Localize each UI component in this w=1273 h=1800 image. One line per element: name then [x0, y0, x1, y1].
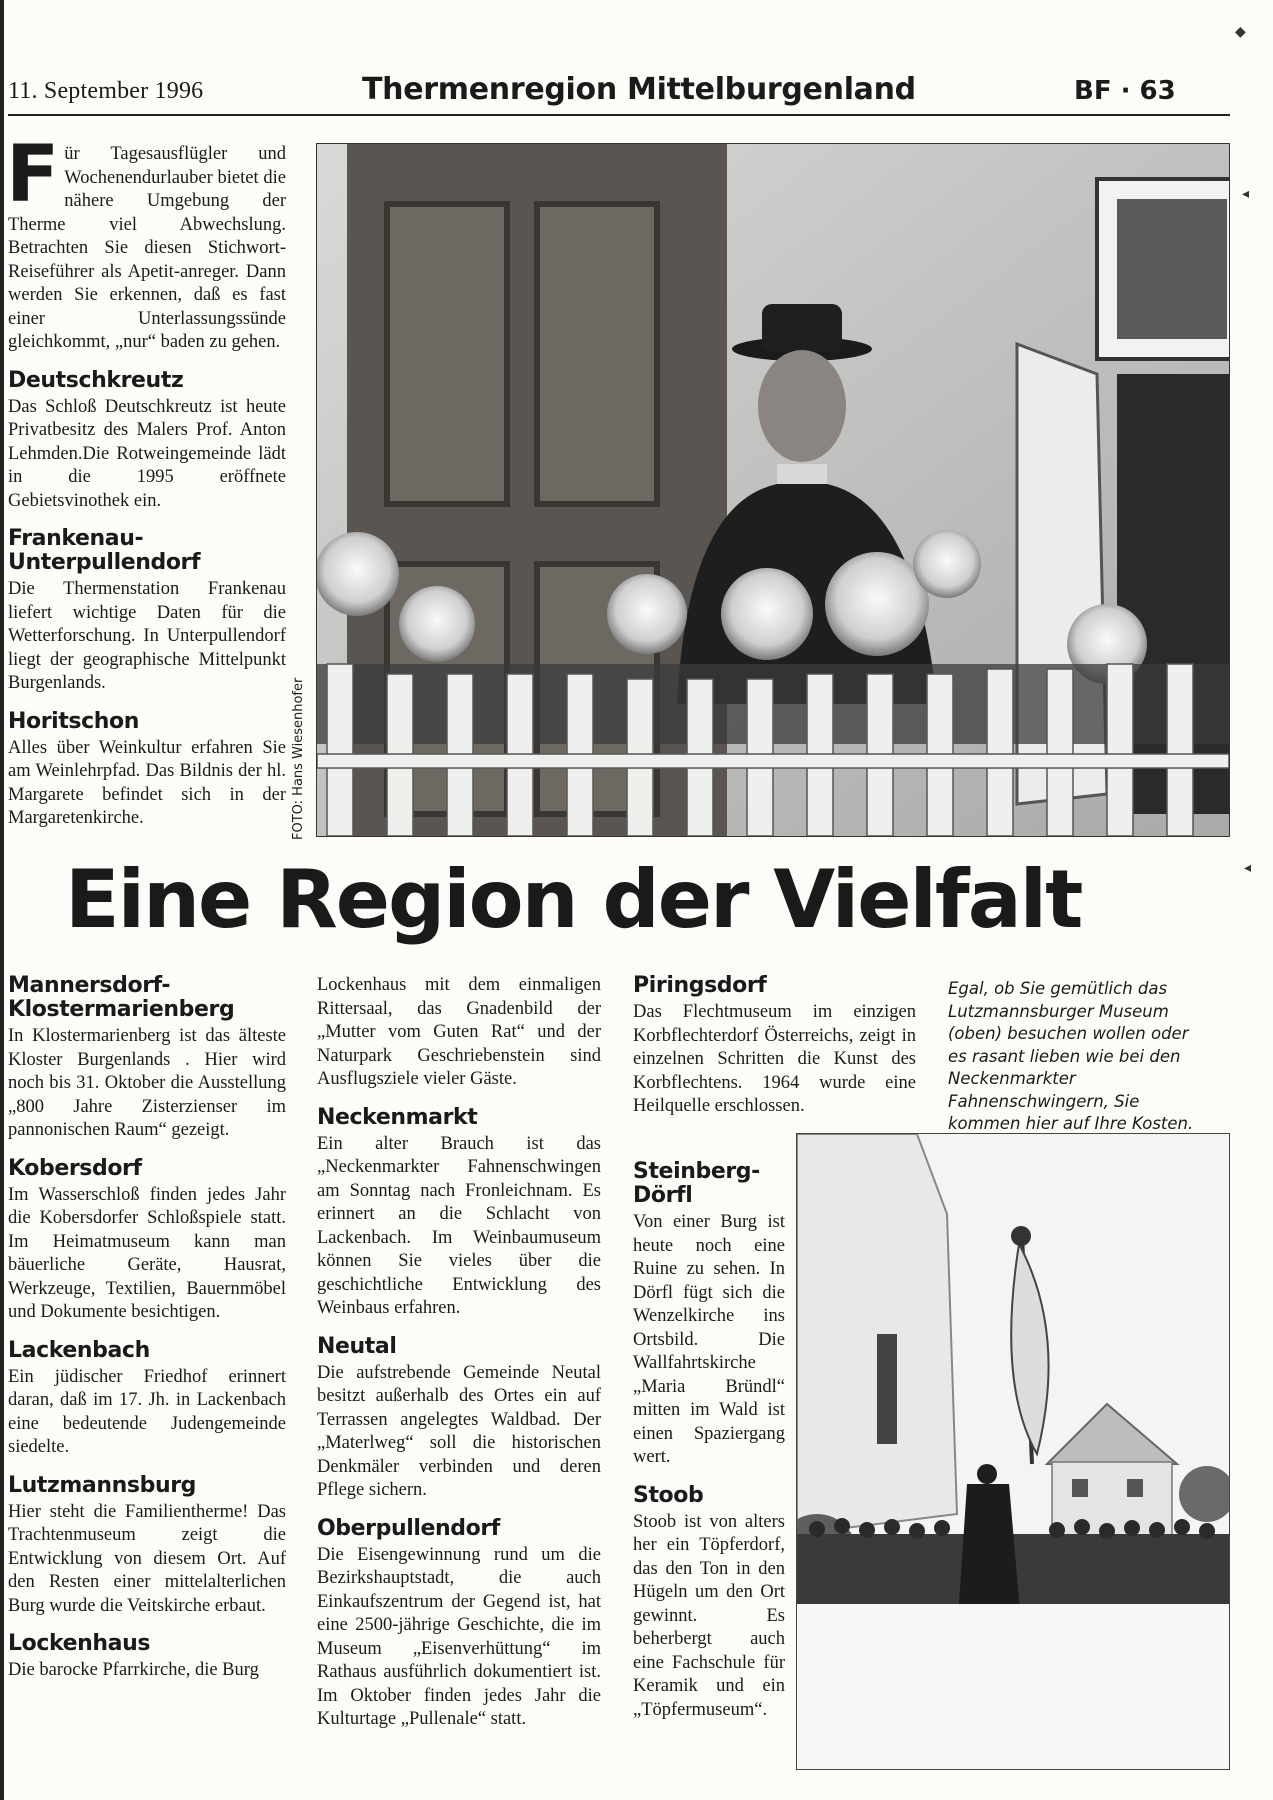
article-body: In Klostermarienberg ist das älteste Kloster Burgenlands . Hier wird noch bis 31. Oktober die Ausstellung „800 Jahre Zisterzienser im pannonischen Raum“ gezeigt. [8, 1026, 286, 1140]
article-heading: Oberpullendorf [317, 1515, 500, 1541]
photo-man-at-window [316, 143, 1230, 837]
photo-flag-swinging [796, 1133, 1230, 1770]
article-body: Alles über Weinkultur erfahren Sie am Weinlehrpfad. Das Bildnis der hl. Margarete befindet sich in der Margaretenkirche. [8, 737, 286, 828]
article-block [8, 710, 286, 831]
article-block [317, 1106, 601, 1321]
photo-credit: FOTO: Hans Wiesenhofer [291, 677, 306, 840]
article-heading: Neutal [317, 1333, 397, 1359]
article-heading: Mannersdorf-Klostermarienberg [8, 973, 235, 1022]
article-body: Die barocke Pfarrkirche, die Burg [8, 1660, 259, 1680]
article-block [317, 1517, 601, 1732]
article-heading: Steinberg-Dörfl [633, 1159, 760, 1208]
column-left-upper [6, 130, 286, 845]
page-edge [0, 0, 4, 1800]
article-heading: Frankenau-Unterpullendorf [8, 526, 201, 575]
column-right-narrow [633, 1160, 785, 1736]
article-block [633, 974, 916, 1119]
article-body: Hier steht die Familientherme! Das Trachtenmuseum zeigt die Entwicklung von diesem Ort. Auf den Resten einer mittelalterlichen Burg wurde die Veitskirche erbaut. [8, 1501, 286, 1616]
column-middle [317, 974, 601, 1746]
article-body: Stoob ist von alters her ein Töpferdorf, das den Ton in den Hügeln um den Ort gewinnt. Es beherbergt auch eine Fachschule für Keramik und ein „Töpfermuseum“. [633, 1511, 785, 1720]
article-body: Lockenhaus mit dem einmaligen Rittersaal, das Gnadenbild der „Mutter vom Guten Rat“ und der Naturpark Geschriebenstein sind Ausflugsziele vieler Gäste. [317, 975, 601, 1089]
article-block [8, 369, 286, 514]
article-block [8, 1632, 286, 1683]
intro-paragraph [6, 130, 286, 355]
article-block [8, 1157, 286, 1325]
article-block [8, 1339, 286, 1460]
column-left-lower [8, 974, 286, 1697]
intro-text: ür Tagesausflügler und Wochenendurlauber bietet die nähere Umgebung der Therme viel Abwechslung. Betrachten Sie diesen Stichwort-Reiseführer als Apetit-anreger. Dann werden Sie erkennen, daß es fast einer Unterlassungssünde gleichkommt, „nur“ baden zu gehen. [8, 144, 286, 352]
article-block [633, 1160, 785, 1470]
article-body: Die Thermenstation Frankenau liefert wichtige Daten für die Wetterforschung. In Unterpullendorf liegt der geographische Mittelpunkt Burgenlands. [8, 579, 286, 693]
page-number: BF · 63 [1074, 76, 1176, 106]
margin-mark: ◂ [1244, 860, 1252, 876]
article-body: Das Schloß Deutschkreutz ist heute Privatbesitz des Malers Prof. Anton Lehmden.Die Rotweingemeinde lädt in die 1995 eröffnete Gebietsvinothek ein. [8, 396, 286, 511]
article-body: Ein alter Brauch ist das „Neckenmarkter Fahnenschwingen am Sonntag nach Fronleichnam. Es erinnert an die Schlacht von Lackenbach. Im Weinbaumuseum können Sie vieles über die geschichtliche Entwicklung des Weinbaus erfahren. [317, 1133, 601, 1318]
section-title: Thermenregion Mittelburgenland [362, 72, 916, 107]
issue-date: 11. September 1996 [8, 78, 204, 104]
photo-caption: Egal, ob Sie gemütlich das Lutzmannsburger Museum (oben) besuchen wollen oder es rasant lieben wie bei den Neckenmarkter Fahnenschwingern, Sie kommen hier auf Ihre Kosten. [948, 979, 1194, 1133]
article-heading: Deutschkreutz [8, 367, 184, 393]
article-block [317, 974, 601, 1092]
article-body: Von einer Burg ist heute noch eine Ruine zu sehen. In Dörfl fügt sich die Wenzelkirche ins Ortsbild. Die Wallfahrtskirche „Maria Bründl“ mitten im Wald ist einen Spaziergang wert. [633, 1212, 785, 1467]
article-block [317, 1335, 601, 1503]
drop-cap: F [6, 130, 60, 220]
article-heading: Neckenmarkt [317, 1104, 478, 1130]
headline: Eine Region der Vielfalt [65, 853, 1082, 946]
article-body: Die aufstrebende Gemeinde Neutal besitzt außerhalb des Ortes ein auf Terrassen angelegtes Waldbad. Der „Materlweg“ soll die historischen Denkmäler verbinden und deren Pflege sichern. [317, 1362, 601, 1500]
article-block [8, 527, 286, 696]
margin-mark: ◆ [1235, 24, 1246, 40]
article-heading: Lackenbach [8, 1337, 150, 1363]
article-heading: Lockenhaus [8, 1631, 151, 1656]
article-block [8, 1474, 286, 1619]
column-right-top [633, 974, 916, 1133]
header-rule [8, 114, 1230, 116]
article-body: Das Flechtmuseum im einzigen Korbflechterdorf Österreichs, zeigt in einzelnen Schritten die Kunst des Korbflechtens. 1964 wurde eine Heilquelle erschlossen. [633, 1002, 916, 1116]
article-heading: Stoob [633, 1482, 704, 1508]
article-body: Im Wasserschloß finden jedes Jahr die Kobersdorfer Schloßspiele statt. Im Heimatmuseum kann man bäuerliche Geräte, Hausrat, Werkzeuge, Textilien, Bauernmöbel und Dokumente besichtigen. [8, 1184, 286, 1322]
article-body: Ein jüdischer Friedhof erinnert daran, daß im 17. Jh. in Lackenbach eine bedeutende Judengemeinde siedelte. [8, 1366, 286, 1457]
article-block [8, 974, 286, 1143]
article-heading: Piringsdorf [633, 973, 767, 998]
margin-mark: ◂ [1242, 186, 1250, 202]
article-heading: Horitschon [8, 708, 140, 734]
article-block [633, 1484, 785, 1723]
article-body: Die Eisengewinnung rund um die Bezirkshauptstadt, die auch Einkaufszentrum der Gegend ist, hat eine 2500-jährige Geschichte, die im Museum „Eisenverhüttung“ im Rathaus ausführlich dokumentiert ist. Im Oktober finden jedes Jahr die Kulturtage „Pullenale“ statt. [317, 1544, 601, 1729]
article-heading: Lutzmannsburg [8, 1472, 196, 1498]
article-heading: Kobersdorf [8, 1155, 142, 1181]
